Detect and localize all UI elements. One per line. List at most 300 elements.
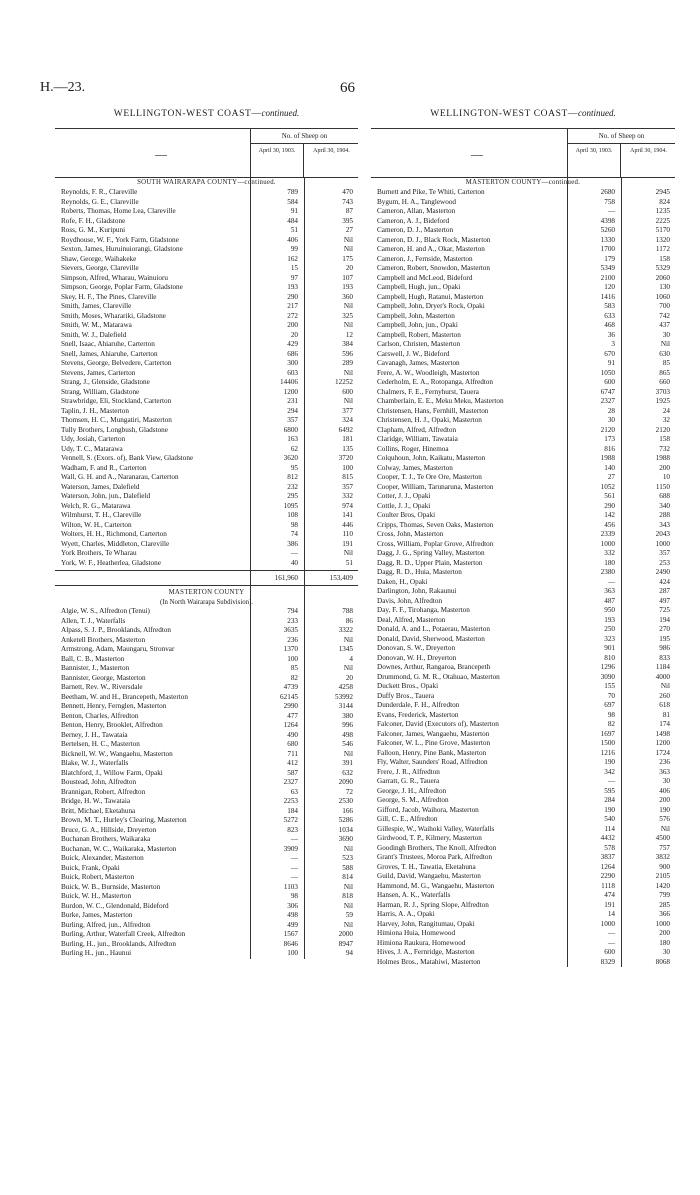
sheep-1903: 74	[290, 530, 298, 538]
sheep-1903: —	[290, 863, 298, 872]
sheep-1904: 1724	[655, 748, 670, 757]
sheep-1903: 600	[604, 378, 615, 386]
table-row	[371, 283, 675, 293]
table-row	[371, 796, 675, 806]
owner-name: Boustead, John, Alfredton	[61, 778, 137, 786]
owner-name: Brannigan, Robert, Alfredton	[61, 787, 146, 796]
sheep-1903: 4398	[600, 216, 615, 225]
sheep-1904: 380	[342, 711, 353, 720]
table-row	[55, 721, 358, 731]
sheep-1904: 788	[342, 607, 353, 615]
sheep-1903: 4739	[283, 683, 298, 691]
sheep-1903: 173	[604, 435, 615, 443]
sheep-1904: 1345	[338, 645, 353, 653]
owner-name: Falloon, Henry, Pine Bank, Masterton	[377, 748, 487, 757]
sheep-1903: —	[607, 938, 615, 947]
owner-name: Waterson, James, Dalefield	[61, 482, 140, 491]
sheep-1903: 595	[604, 786, 615, 795]
table-row	[55, 331, 358, 341]
owner-name: Deal, Alfred, Masterton	[377, 615, 446, 624]
sheep-1904: Nil	[343, 397, 353, 405]
sheep-1903: 1988	[600, 454, 615, 462]
sheep-1904: 20	[345, 264, 353, 272]
sheep-1904: 200	[659, 929, 670, 937]
sheep-1903: 14406	[280, 378, 298, 386]
table-row	[371, 929, 675, 939]
sheep-1903: 823	[287, 825, 298, 834]
owner-name: Harman, R. J., Spring Slope, Alfredton	[377, 900, 489, 909]
sheep-1904: 51	[345, 558, 353, 567]
table-row	[371, 255, 675, 265]
owner-name: Bennett, Henry, Fernglen, Masterton	[61, 702, 167, 710]
owner-name: Gifford, Jacob, Waihora, Masterton	[377, 805, 479, 814]
sheep-1904: 4000	[655, 672, 670, 681]
owner-name: Udy, Josiah, Carterton	[61, 435, 126, 443]
sheep-1904: 2490	[655, 568, 670, 576]
sheep-1904: 1000	[655, 919, 670, 928]
owner-name: Bridge, H. W., Tawataia	[61, 797, 131, 805]
owner-name: Collins, Roger, Hinemoa	[377, 444, 449, 453]
owner-name: Burling H., jun., Haunui	[61, 949, 132, 957]
table-row	[371, 226, 675, 236]
sheep-1904: 1150	[655, 482, 670, 491]
sheep-1904: 660	[659, 378, 670, 386]
owner-name: Stevens, James, Carterton	[61, 368, 136, 377]
sheep-1903: 5272	[283, 816, 298, 824]
owner-name: Girdwood, T. P., Kilmery, Masterton	[377, 834, 482, 842]
sheep-1904: 30	[662, 777, 670, 785]
owner-name: Wolters, H. H., Richmond, Carterton	[61, 530, 167, 538]
sheep-1903: 490	[287, 730, 298, 739]
table-row	[55, 940, 358, 950]
table-row	[371, 473, 675, 483]
sheep-1903: 200	[287, 321, 298, 329]
sheep-1903: 193	[604, 615, 615, 624]
table-row	[55, 321, 358, 331]
sheep-1903: 901	[604, 644, 615, 652]
table-row	[371, 416, 675, 426]
sheep-1903: 1416	[600, 292, 615, 301]
sheep-1903: —	[607, 777, 615, 785]
owner-name: Burdon, W. C., Glendonald, Bideford	[61, 901, 169, 910]
sheep-1904: Nil	[343, 635, 353, 644]
sheep-1903: —	[607, 929, 615, 937]
sheep-1904: 1498	[655, 729, 670, 738]
sheep-1904: 340	[659, 501, 670, 510]
table-row	[55, 674, 358, 684]
sheep-1904: 357	[659, 549, 670, 557]
table-row	[371, 730, 675, 740]
table-row	[55, 502, 358, 512]
sheep-1904: Nil	[343, 245, 353, 253]
sheep-1904: 900	[659, 862, 670, 871]
sheep-1904: 100	[342, 463, 353, 472]
table-row	[371, 331, 675, 341]
owner-name: Grant's Trustees, Moroa Park, Alfredton	[377, 853, 493, 861]
owner-name: Cameron, Allan, Masterton	[377, 207, 456, 215]
owner-name: Bannister, J., Masterton	[61, 664, 130, 672]
sheep-1903: 540	[604, 815, 615, 823]
table-row	[371, 663, 675, 673]
sheep-1904: Nil	[660, 682, 670, 690]
header-col-1904: April 30, 1904.	[630, 148, 667, 154]
page-number: 66	[340, 80, 355, 96]
total-row	[55, 570, 358, 586]
sheep-1903: 1370	[283, 645, 298, 653]
sheep-1904: 325	[342, 311, 353, 320]
sheep-1904: 1060	[655, 292, 670, 301]
section-subheading: (In North Wairarapa Subdivision).	[160, 599, 253, 606]
owner-name: Simpson, George, Poplar Farm, Gladstone	[61, 283, 183, 291]
sheep-1903: 680	[287, 740, 298, 748]
sheep-1903: 300	[287, 359, 298, 367]
sheep-1904: 191	[342, 539, 353, 548]
owner-name: Bicknell, W. W., Wangaehu, Masterton	[61, 749, 173, 758]
table-row	[371, 312, 675, 322]
table-row	[55, 664, 358, 674]
sheep-1903: —	[290, 835, 298, 843]
owner-name: Cameron, D. J., Masterton	[377, 226, 454, 234]
owner-name: Blatchford, J., Willow Farm, Opaki	[61, 768, 163, 777]
sheep-1904: 366	[659, 910, 670, 918]
sheep-1903: 233	[287, 616, 298, 625]
sheep-1904: 20	[345, 673, 353, 682]
sheep-1903: 36	[607, 330, 615, 339]
sheep-1904: 135	[342, 444, 353, 453]
sheep-1904: 53992	[335, 692, 353, 701]
table-row	[55, 312, 358, 322]
table-row	[371, 682, 675, 692]
owner-name: York Brothers, Te Wharau	[61, 549, 137, 557]
owner-name: Dagg, R. D., Huia, Masterton	[377, 568, 462, 576]
sheep-1903: 758	[604, 197, 615, 206]
table-row	[55, 217, 358, 227]
table-row	[371, 910, 675, 920]
sheep-1903: 429	[287, 340, 298, 348]
sheep-1904: 814	[342, 873, 353, 881]
sheep-1904: 1184	[655, 663, 670, 671]
sheep-1904: 618	[659, 701, 670, 709]
sheep-1903: 2327	[283, 778, 298, 786]
table-row	[371, 635, 675, 645]
owner-name: Skey, H. F., The Pines, Clareville	[61, 292, 157, 301]
sheep-1904: 576	[659, 815, 670, 823]
sheep-1903: 468	[604, 321, 615, 329]
sheep-1903: 5349	[600, 264, 615, 272]
sheep-1903: 1200	[283, 387, 298, 396]
owner-name: Roberts, Thomas, Home Lea, Clareville	[61, 207, 176, 215]
table-row	[55, 388, 358, 398]
owner-name: Sievers, George, Clareville	[61, 264, 139, 272]
owner-name: Cameron, H. and A., Okar, Masterton	[377, 245, 485, 253]
sheep-1903: 294	[287, 406, 298, 415]
sheep-1904: 110	[342, 530, 353, 538]
sheep-1903: 600	[604, 948, 615, 956]
sheep-1904: 236	[659, 758, 670, 766]
sheep-1904: 270	[659, 625, 670, 633]
owner-name: Hansen, A. K., Waterfalls	[377, 891, 451, 899]
owner-name: Cameron, Robert, Snowdon, Masterton	[377, 264, 490, 272]
table-row	[55, 378, 358, 388]
sheep-1903: 155	[604, 682, 615, 690]
table-row	[371, 293, 675, 303]
owner-name: Drummond, G. M. R., Otahuao, Masterton	[377, 672, 500, 681]
table-row	[55, 530, 358, 540]
table-row	[55, 369, 358, 379]
owner-name: Bruce, G. A., Hillside, Dreyerton	[61, 825, 157, 834]
sheep-1903: 1700	[600, 245, 615, 253]
owner-name: Carswell, J. W., Bideford	[377, 349, 450, 358]
owner-name: Taplin, J. H., Masterton	[61, 406, 129, 415]
sheep-1903: 184	[287, 806, 298, 815]
owner-name: Campbell and McLeod, Bideford	[377, 273, 473, 282]
table-row	[55, 426, 358, 436]
sheep-1903: 583	[604, 302, 615, 310]
sheep-1903: 98	[290, 520, 298, 529]
sheep-1904: 600	[342, 387, 353, 396]
sheep-1904: 865	[659, 368, 670, 377]
owner-name: Buick, W. H., Masterton	[61, 892, 132, 900]
sheep-1903: 499	[287, 920, 298, 929]
sheep-1904: 363	[659, 767, 670, 776]
sheep-1904: 742	[659, 311, 670, 320]
table-row	[371, 521, 675, 531]
table-row	[371, 369, 675, 379]
table-row	[371, 606, 675, 616]
sheep-1904: Nil	[343, 549, 353, 557]
sheep-1904: 588	[342, 863, 353, 872]
left-table-header	[55, 128, 358, 178]
table-row	[371, 397, 675, 407]
sheep-1903: 40	[290, 558, 298, 567]
sheep-1903: 2990	[283, 702, 298, 710]
sheep-1903: 603	[287, 368, 298, 377]
table-row	[55, 816, 358, 826]
sheep-1904: 5170	[655, 226, 670, 234]
sheep-1904: 260	[659, 691, 670, 700]
sheep-1903: 561	[604, 492, 615, 500]
sheep-1904: 2120	[655, 425, 670, 434]
sheep-1904: 4500	[655, 834, 670, 842]
table-row	[371, 654, 675, 664]
sheep-1904: 424	[659, 577, 670, 586]
sheep-1904: 688	[659, 492, 670, 500]
sheep-1904: 725	[659, 606, 670, 614]
table-row	[371, 787, 675, 797]
sheep-1904: 384	[342, 340, 353, 348]
sheep-1904: Nil	[343, 749, 353, 758]
sheep-1904: Nil	[343, 235, 353, 244]
owner-name: Bannister, George, Masterton	[61, 673, 146, 682]
owner-name: Bertelsen, H. C., Masterton	[61, 740, 140, 748]
table-row	[371, 198, 675, 208]
owner-name: Cottle, J. J., Opaki	[377, 501, 431, 510]
sheep-1904: 85	[662, 359, 670, 367]
table-row	[371, 958, 675, 968]
table-row	[371, 388, 675, 398]
sheep-1903: 584	[287, 197, 298, 206]
table-row	[371, 454, 675, 464]
sheep-1904: Nil	[343, 321, 353, 329]
owner-name: Chamberlain, E. E., Meku Meku, Masterton	[377, 397, 504, 405]
owner-name: Downes, Arthur, Rangaroa, Brancepeth	[377, 663, 491, 671]
sheep-1903: 3909	[283, 844, 298, 853]
table-row	[371, 407, 675, 417]
sheep-1904: Nil	[343, 844, 353, 853]
owner-name: Chalmers, F. E., Fernyhurst, Tauera	[377, 387, 479, 396]
owner-name: Cross, John, Masterton	[377, 530, 444, 538]
sheep-1904: 2000	[338, 930, 353, 938]
owner-name: Day, F. F., Tirohanga, Masterton	[377, 606, 470, 614]
table-row	[55, 340, 358, 350]
owner-name: Smith, W. M., Matarawa	[61, 321, 132, 329]
table-row	[371, 853, 675, 863]
table-row	[371, 435, 675, 445]
owner-name: George, J. H., Alfredton	[377, 786, 447, 795]
owner-name: Carlson, Christen, Masterton	[377, 340, 461, 348]
owner-name: Frere, J. R., Alfredton	[377, 767, 440, 776]
section-heading: MASTERTON COUNTY	[168, 589, 245, 596]
right-title: WELLINGTON-WEST COAST—continued.	[430, 108, 616, 119]
sheep-1904: 799	[659, 891, 670, 899]
owner-name: Donovan, S. W., Dreyerton	[377, 644, 456, 652]
sheep-1903: 2290	[600, 872, 615, 880]
right-table-header	[371, 128, 675, 178]
sheep-1903: 1103	[283, 882, 298, 891]
sheep-1904: 190	[659, 805, 670, 814]
sheep-1903: 3090	[600, 672, 615, 681]
sheep-1904: 193	[342, 283, 353, 291]
owner-name: Snell, Isaac, Ahiaruhe, Carterton	[61, 340, 155, 348]
table-row	[55, 740, 358, 750]
table-row	[371, 758, 675, 768]
owner-name: Allen, T. J., Waterfalls	[61, 616, 126, 625]
sheep-1904: 3144	[338, 702, 353, 710]
sheep-1904: 3703	[655, 387, 670, 396]
owner-name: Himiona Huia, Homewood	[377, 929, 456, 937]
owner-name: Burling, Arthur, Waterfall Creek, Alfredton	[61, 930, 186, 938]
owner-name: Wadham, F. and R., Carterton	[61, 463, 147, 472]
table-row	[371, 568, 675, 578]
table-row	[55, 302, 358, 312]
table-row	[55, 255, 358, 265]
table-row	[55, 350, 358, 360]
owner-name: Gillespie, W., Waihoki Valley, Waterfalls	[377, 824, 495, 833]
sheep-1903: 62145	[280, 692, 298, 701]
sheep-1904: 732	[659, 444, 670, 453]
sheep-1903: 290	[287, 292, 298, 301]
sheep-1904: 288	[659, 511, 670, 519]
sheep-1904: Nil	[343, 664, 353, 672]
owner-name: Falconer, James, Wangaehu, Masterton	[377, 729, 490, 738]
sheep-1903: 191	[604, 900, 615, 909]
owner-name: Barnett, Rev. W., Riversdale	[61, 683, 143, 691]
sheep-1904: 986	[659, 644, 670, 652]
table-row	[55, 731, 358, 741]
sheep-1904: 59	[345, 911, 353, 919]
table-row	[371, 587, 675, 597]
owner-name: Coulter Bros, Opaki	[377, 511, 436, 519]
sheep-1904: 12252	[335, 378, 353, 386]
sheep-1903: 236	[287, 635, 298, 644]
owner-name: Duffy Bros., Tauera	[377, 691, 435, 700]
sheep-1903: 1216	[600, 748, 615, 757]
sheep-1903: 98	[607, 710, 615, 719]
sheep-1903: 5260	[600, 226, 615, 234]
header-col-1904: April 30, 1904.	[313, 148, 350, 154]
report-code: H.—23.	[40, 80, 86, 95]
sheep-1903: 120	[604, 283, 615, 291]
sheep-1904: 446	[342, 520, 353, 529]
owner-name: Burling, Alfred, jun., Alfredton	[61, 920, 151, 929]
owner-name: Brown, M. T., Hurley's Clearing, Masterton	[61, 816, 187, 824]
owner-name: Cederholm, E. A., Rotopanga, Alfredton	[377, 378, 493, 386]
table-row	[55, 559, 358, 569]
sheep-1904: 3690	[338, 835, 353, 843]
table-row	[371, 350, 675, 360]
sheep-1903: 484	[287, 216, 298, 225]
owner-name: Cripps, Thomas, Seven Oaks, Masterton	[377, 520, 494, 529]
table-row	[371, 939, 675, 949]
table-row	[55, 207, 358, 217]
sheep-1904: 2090	[338, 778, 353, 786]
sheep-1903: 1264	[600, 862, 615, 871]
sheep-1904: 523	[342, 854, 353, 862]
table-row	[371, 692, 675, 702]
owner-name: Colway, James, Masterton	[377, 463, 453, 472]
owner-name: Colquhoun, John, Kaikatu, Masterton	[377, 454, 486, 462]
left-table-body	[55, 178, 358, 959]
sheep-1903: 3620	[283, 454, 298, 462]
sheep-1904: 130	[659, 283, 670, 291]
owner-name: Thomsen, H. C., Mungatiri, Masterton	[61, 416, 172, 424]
owner-name: Frere, A. W., Woodleigh, Masterton	[377, 368, 480, 377]
owner-name: Donovan, W. H., Dreyerton	[377, 653, 457, 662]
sheep-1903: 332	[604, 549, 615, 557]
owner-name: Buick, Robert, Masterton	[61, 873, 135, 881]
table-row	[55, 769, 358, 779]
sheep-1903: 3	[611, 340, 615, 348]
table-row	[371, 920, 675, 930]
owner-name: Donald, David, Sherwood, Masterton	[377, 634, 485, 643]
table-row	[55, 854, 358, 864]
owner-name: Stevens, George, Belvedere, Carterton	[61, 359, 172, 367]
table-row	[55, 645, 358, 655]
table-row	[55, 283, 358, 293]
sheep-1903: 357	[287, 416, 298, 424]
sheep-1903: 232	[287, 482, 298, 491]
table-row	[55, 236, 358, 246]
table-row	[371, 236, 675, 246]
sheep-1904: 94	[345, 949, 353, 957]
table-row	[55, 198, 358, 208]
sheep-1904: 27	[345, 226, 353, 234]
sheep-1904: 1988	[655, 454, 670, 462]
sheep-1903: 28	[607, 406, 615, 415]
sheep-1903: 1500	[600, 739, 615, 747]
sheep-1903: 498	[287, 911, 298, 919]
table-row	[371, 625, 675, 635]
header-col-1903: April 30, 1903.	[251, 144, 304, 177]
table-row	[371, 844, 675, 854]
table-row	[55, 683, 358, 693]
table-row	[371, 597, 675, 607]
table-row	[55, 416, 358, 426]
owner-name: Cooper, T. J., Te Ore Ore, Masterton	[377, 473, 482, 481]
sheep-1904: 200	[659, 463, 670, 472]
table-row	[55, 845, 358, 855]
owner-name: Campbell, John, jun., Opaki	[377, 321, 458, 329]
